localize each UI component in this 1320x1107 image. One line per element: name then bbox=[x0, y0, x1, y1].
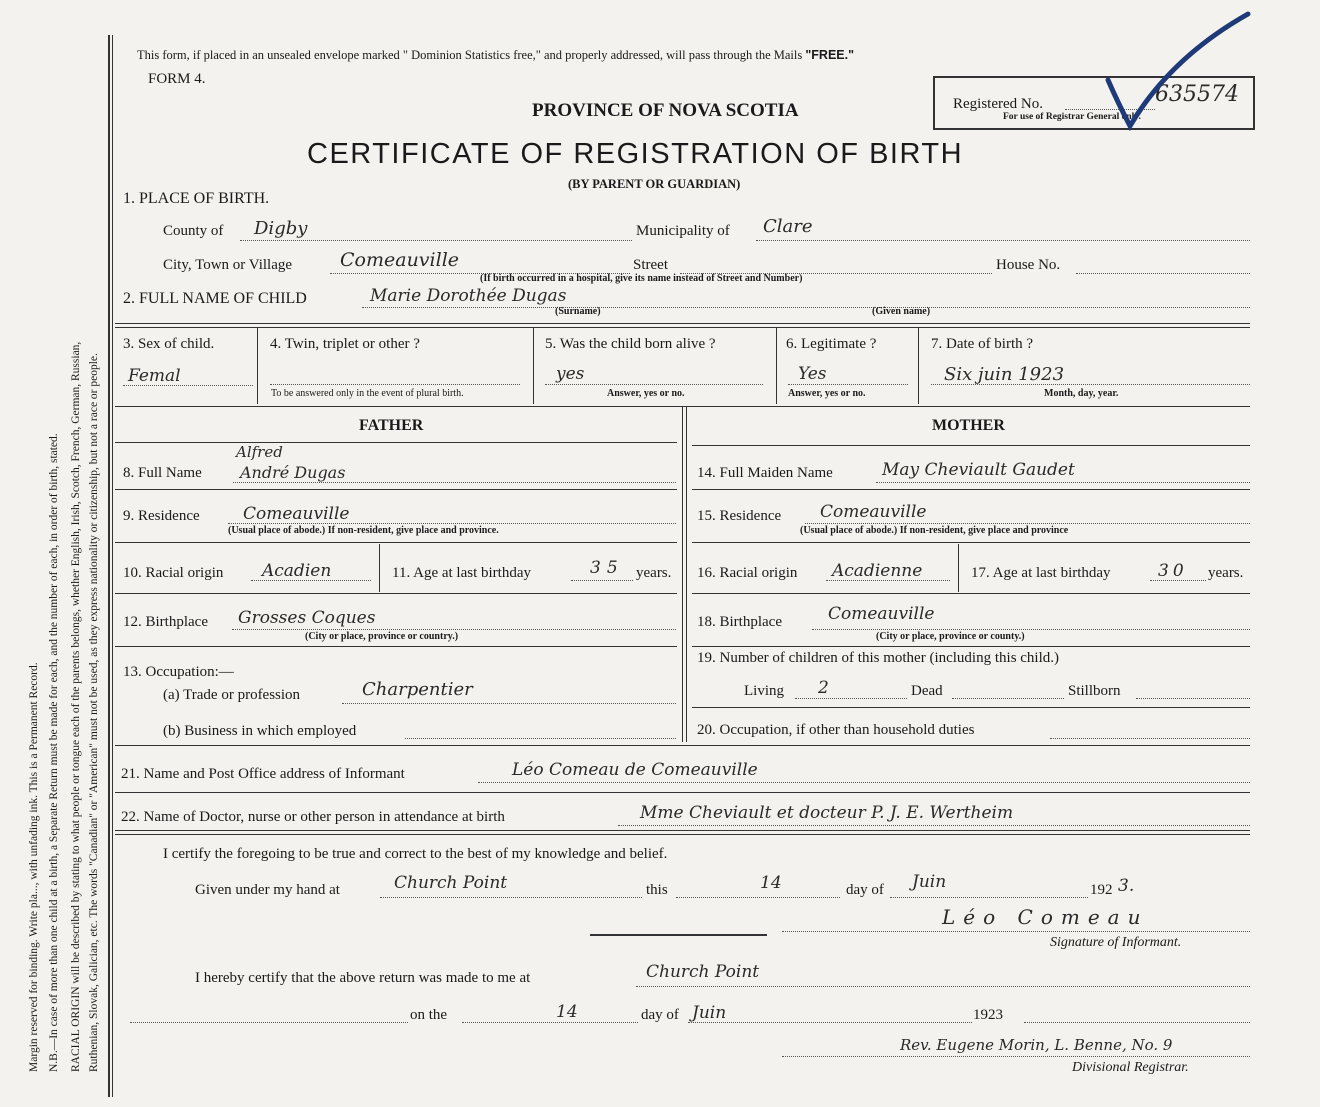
column-divider bbox=[958, 544, 959, 592]
divider bbox=[115, 745, 1250, 746]
alive-value: yes bbox=[556, 364, 585, 384]
county-label: County of bbox=[163, 223, 224, 239]
father-trade-field[interactable] bbox=[342, 703, 676, 704]
divider bbox=[115, 830, 1250, 831]
mother-residence-note: (Usual place of abode.) If non-resident, give place and province bbox=[800, 525, 1069, 536]
alive-note: Answer, yes or no. bbox=[607, 388, 685, 399]
mother-name-label: 14. Full Maiden Name bbox=[697, 465, 833, 481]
doctor-value: Mme Cheviault et docteur P. J. E. Wertheim bbox=[640, 803, 1014, 823]
given-place-field[interactable] bbox=[380, 897, 642, 898]
mother-stillborn-label: Stillborn bbox=[1068, 683, 1121, 699]
father-racial-label: 10. Racial origin bbox=[123, 565, 224, 581]
divider bbox=[692, 707, 1250, 708]
margin-note-racial-origin-cont: Ruthenian, Slovak, Galician, etc. The words "Canadian" or "American" must not be used, as they express nationality or citizenship, but not a race or people. bbox=[88, 353, 100, 1072]
mother-living-field[interactable] bbox=[795, 698, 907, 699]
certify-statement: I certify the foregoing to be true and correct to the best of my knowledge and belief. bbox=[163, 846, 668, 862]
registrar-day-of-label: day of bbox=[641, 1007, 679, 1023]
given-name-note: (Given name) bbox=[872, 306, 931, 317]
legitimate-value: Yes bbox=[798, 364, 827, 384]
registrar-statement: I hereby certify that the above return was made to me at bbox=[195, 970, 531, 986]
certificate-title: CERTIFICATE OF REGISTRATION OF BIRTH bbox=[307, 138, 964, 170]
date-label: 7. Date of birth ? bbox=[931, 336, 1034, 352]
registered-label: Registered No. bbox=[953, 96, 1043, 112]
mother-living-label: Living bbox=[744, 683, 784, 699]
binding-line-inner bbox=[112, 35, 113, 1097]
mother-birthplace-label: 18. Birthplace bbox=[697, 614, 782, 630]
father-heading: FATHER bbox=[359, 417, 424, 434]
street-label: Street bbox=[633, 257, 668, 273]
house-label: House No. bbox=[996, 257, 1061, 273]
mother-stillborn-field[interactable] bbox=[1136, 698, 1250, 699]
sex-label: 3. Sex of child. bbox=[123, 336, 215, 352]
divider bbox=[115, 646, 677, 647]
mother-dead-field[interactable] bbox=[952, 698, 1064, 699]
surname-note: (Surname) bbox=[555, 306, 601, 317]
column-divider bbox=[776, 328, 777, 404]
divider bbox=[692, 646, 1250, 647]
mother-occupation-label: 20. Occupation, if other than household duties bbox=[697, 722, 975, 738]
doctor-field[interactable] bbox=[618, 825, 1250, 826]
legitimate-note: Answer, yes or no. bbox=[788, 388, 866, 399]
child-name-field[interactable] bbox=[362, 307, 1250, 308]
mother-age-value: 30 bbox=[1158, 561, 1188, 581]
informant-signature-value: Léo Comeau bbox=[942, 905, 1149, 929]
given-day-value: 14 bbox=[760, 873, 782, 893]
column-divider bbox=[379, 544, 380, 592]
father-age-label: 11. Age at last birthday bbox=[392, 565, 531, 581]
father-residence-label: 9. Residence bbox=[123, 508, 200, 524]
registered-number: 635574 bbox=[1155, 82, 1239, 107]
mother-residence-label: 15. Residence bbox=[697, 508, 782, 524]
mother-racial-value: Acadienne bbox=[832, 561, 923, 581]
margin-note-racial-origin: RACIAL ORIGIN will be described by stating to what people or tongue each of the parents belongs, whether English, Irish, Scotch, French, German, Russian, bbox=[70, 341, 82, 1072]
father-residence-value: Comeauville bbox=[243, 504, 350, 524]
legitimate-field[interactable] bbox=[788, 384, 908, 385]
mother-birthplace-value: Comeauville bbox=[828, 604, 935, 624]
mother-occupation-field[interactable] bbox=[1050, 738, 1250, 739]
given-year-prefix: 192 bbox=[1090, 882, 1113, 898]
county-field[interactable] bbox=[240, 240, 632, 241]
day-of-label: day of bbox=[846, 882, 884, 898]
place-heading: 1. PLACE OF BIRTH. bbox=[123, 190, 270, 207]
hospital-note: (If birth occurred in a hospital, give its name instead of Street and Number) bbox=[480, 273, 803, 284]
city-label: City, Town or Village bbox=[163, 257, 293, 273]
this-label: this bbox=[646, 882, 668, 898]
father-name-correction: Alfred bbox=[236, 443, 283, 461]
house-field[interactable] bbox=[1076, 273, 1250, 274]
municipality-label: Municipality of bbox=[636, 223, 730, 239]
father-birthplace-value: Grosses Coques bbox=[238, 608, 376, 628]
signature-separator bbox=[590, 934, 767, 936]
registrar-note: For use of Registrar General only. bbox=[1003, 112, 1141, 122]
child-name-label: 2. FULL NAME OF CHILD bbox=[123, 290, 307, 307]
center-divider bbox=[686, 406, 687, 742]
father-birthplace-field[interactable] bbox=[232, 629, 676, 630]
alive-label: 5. Was the child born alive ? bbox=[545, 336, 716, 352]
mother-birthplace-field[interactable] bbox=[812, 629, 1250, 630]
margin-note-multiple-births: N.B.—In case of more than one child at a birth, a Separate Return must be made for each, and the number of each, in order of birth, stated. bbox=[48, 433, 60, 1072]
given-month-field[interactable] bbox=[890, 897, 1088, 898]
given-under-label: Given under my hand at bbox=[195, 882, 340, 898]
mother-heading: MOTHER bbox=[932, 417, 1005, 434]
registrar-signature-value: Rev. Eugene Morin, L. Benne, No. 9 bbox=[900, 1036, 1173, 1054]
registrar-signature-label: Divisional Registrar. bbox=[1072, 1060, 1189, 1075]
father-trade-value: Charpentier bbox=[362, 679, 473, 700]
mother-name-field[interactable] bbox=[876, 482, 1250, 483]
twin-field[interactable] bbox=[270, 384, 520, 385]
registrar-year: 1923 bbox=[973, 1007, 1003, 1023]
on-the-label: on the bbox=[410, 1007, 448, 1023]
registrar-leading-dots bbox=[130, 1022, 408, 1023]
sex-value: Femal bbox=[128, 366, 181, 386]
twin-note: To be answered only in the event of plural birth. bbox=[271, 388, 464, 399]
father-name-label: 8. Full Name bbox=[123, 465, 202, 481]
mother-birthplace-note: (City or place, province or county.) bbox=[876, 631, 1025, 642]
registrar-day-value: 14 bbox=[556, 1002, 578, 1022]
informant-value: Léo Comeau de Comeauville bbox=[512, 760, 758, 780]
child-name-value: Marie Dorothée Dugas bbox=[370, 286, 567, 306]
mother-children-label: 19. Number of children of this mother (including this child.) bbox=[697, 650, 1060, 666]
mother-dead-label: Dead bbox=[911, 683, 943, 699]
mother-residence-value: Comeauville bbox=[820, 502, 927, 522]
registrar-month-field[interactable] bbox=[688, 1022, 972, 1023]
father-name-value: André Dugas bbox=[240, 463, 346, 482]
divider bbox=[115, 489, 677, 490]
divider bbox=[115, 327, 1250, 328]
column-divider bbox=[533, 328, 534, 404]
mother-age-years: years. bbox=[1208, 565, 1244, 581]
divider bbox=[115, 442, 677, 443]
father-birthplace-note: (City or place, province or country.) bbox=[305, 631, 459, 642]
city-value: Comeauville bbox=[340, 249, 460, 271]
registrar-signature-field[interactable] bbox=[782, 1056, 1250, 1057]
father-age-years: years. bbox=[636, 565, 672, 581]
municipality-field[interactable] bbox=[756, 240, 1250, 241]
mother-age-label: 17. Age at last birthday bbox=[971, 565, 1111, 581]
divider bbox=[115, 834, 1250, 835]
mother-name-value: May Cheviault Gaudet bbox=[882, 460, 1075, 480]
check-mark-icon bbox=[1100, 8, 1260, 133]
informant-field[interactable] bbox=[478, 782, 1250, 783]
informant-signature-field[interactable] bbox=[782, 931, 1250, 932]
divider bbox=[692, 593, 1250, 594]
mother-living-value: 2 bbox=[818, 678, 829, 698]
father-name-field[interactable] bbox=[233, 482, 676, 483]
form-number: FORM 4. bbox=[148, 71, 206, 87]
binding-line bbox=[108, 35, 110, 1097]
given-day-field[interactable] bbox=[676, 897, 840, 898]
given-year-value: 3. bbox=[1118, 876, 1135, 896]
center-divider bbox=[682, 406, 683, 742]
registrar-day-field[interactable] bbox=[462, 1022, 638, 1023]
given-month-value: Juin bbox=[912, 872, 947, 892]
informant-label: 21. Name and Post Office address of Informant bbox=[121, 766, 405, 782]
father-business-field[interactable] bbox=[405, 738, 676, 739]
registrar-place-value: Church Point bbox=[646, 962, 760, 982]
father-trade-label: (a) Trade or profession bbox=[163, 687, 301, 703]
twin-label: 4. Twin, triplet or other ? bbox=[270, 336, 420, 352]
divider bbox=[692, 542, 1250, 543]
doctor-label: 22. Name of Doctor, nurse or other person in attendance at birth bbox=[121, 809, 505, 825]
father-age-field[interactable] bbox=[571, 580, 633, 581]
column-divider bbox=[257, 328, 258, 404]
father-racial-value: Acadien bbox=[262, 561, 332, 581]
father-age-value: 35 bbox=[590, 558, 624, 578]
province-heading: PROVINCE OF NOVA SCOTIA bbox=[532, 100, 799, 121]
date-note: Month, day, year. bbox=[1044, 388, 1119, 399]
column-divider bbox=[918, 328, 919, 404]
alive-field[interactable] bbox=[545, 384, 763, 385]
divider bbox=[115, 542, 677, 543]
registrar-trailing-dots bbox=[1024, 1022, 1250, 1023]
father-birthplace-label: 12. Birthplace bbox=[123, 614, 208, 630]
margin-note-permanent-record: Margin reserved for binding. Write pla..., with unfading ink. This is a Permanent Record. bbox=[28, 662, 40, 1072]
mother-residence-field[interactable] bbox=[805, 523, 1250, 524]
divider bbox=[115, 792, 1250, 793]
county-value: Digby bbox=[254, 218, 308, 239]
informant-signature-label: Signature of Informant. bbox=[1050, 935, 1182, 950]
divider bbox=[115, 323, 1250, 324]
father-business-label: (b) Business in which employed bbox=[163, 723, 357, 739]
divider bbox=[692, 489, 1250, 490]
divider bbox=[692, 445, 1250, 446]
registrar-month-value: Juin bbox=[692, 1003, 727, 1023]
divider bbox=[115, 593, 677, 594]
date-value: Six juin 1923 bbox=[944, 364, 1065, 385]
postal-notice: This form, if placed in an unsealed envelope marked " Dominion Statistics free," and properly addressed, will pass through the Mails "FREE." bbox=[137, 48, 855, 62]
mother-racial-label: 16. Racial origin bbox=[697, 565, 798, 581]
registrar-place-field[interactable] bbox=[636, 986, 1250, 987]
father-residence-note: (Usual place of abode.) If non-resident, give place and province. bbox=[228, 525, 499, 536]
certificate-subtitle: (BY PARENT OR GUARDIAN) bbox=[568, 177, 741, 191]
given-place-value: Church Point bbox=[394, 873, 508, 893]
legitimate-label: 6. Legitimate ? bbox=[786, 336, 877, 352]
father-occupation-label: 13. Occupation:— bbox=[123, 664, 234, 680]
municipality-value: Clare bbox=[763, 216, 813, 237]
